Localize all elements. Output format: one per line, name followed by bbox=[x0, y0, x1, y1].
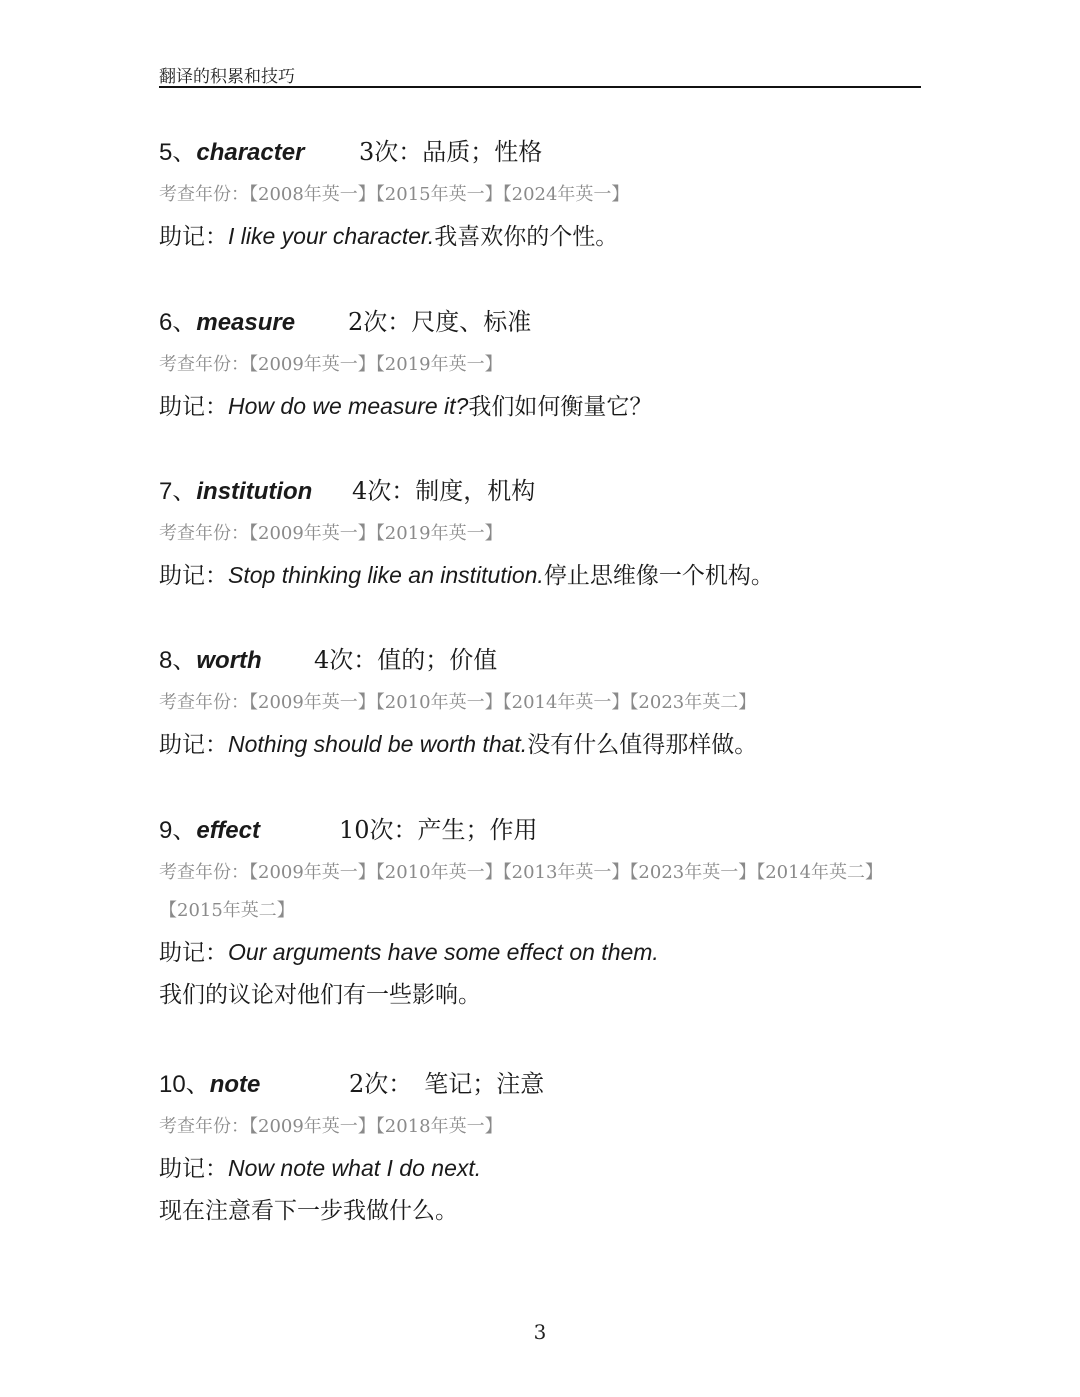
header-divider bbox=[159, 86, 921, 88]
entry-headline bbox=[159, 471, 929, 511]
entry-count-meaning: 2次： 笔记；注意 bbox=[349, 1070, 545, 1098]
entry-headline bbox=[159, 810, 929, 850]
mnemonic-chinese: 我喜欢你的个性。 bbox=[434, 224, 619, 250]
header-title: 翻译的积累和技巧 bbox=[159, 67, 295, 87]
mnemonic-english: Nothing should be worth that. bbox=[228, 731, 528, 757]
mnemonic-chinese: 停止思维像一个机构。 bbox=[543, 563, 774, 589]
entry-mnemonic bbox=[159, 1148, 929, 1189]
mnemonic-chinese: 没有什么值得那样做。 bbox=[527, 732, 758, 758]
mnemonic-translation: 我们的议论对他们有一些影响。 bbox=[159, 982, 481, 1008]
entry-number: 5、 bbox=[159, 139, 197, 166]
entry-count-meaning: 4次：制度，机构 bbox=[352, 477, 536, 505]
vocab-entry-9 bbox=[159, 810, 929, 1015]
mnemonic-label: 助记： bbox=[159, 563, 228, 589]
entry-mnemonic bbox=[159, 724, 929, 765]
entry-mnemonic bbox=[159, 555, 929, 596]
entry-count-meaning: 4次：值的；价值 bbox=[314, 646, 498, 674]
entry-headline bbox=[159, 302, 929, 342]
mnemonic-chinese: 我们如何衡量它？ bbox=[468, 394, 653, 420]
entry-exam-years: 考查年份：【2009年英一】【2010年英一】【2014年英一】【2023年英二】 bbox=[159, 692, 757, 713]
entry-word: institution bbox=[196, 478, 313, 505]
entry-count-meaning: 3次：品质；性格 bbox=[359, 138, 543, 166]
entry-mnemonic bbox=[159, 216, 929, 257]
entry-headline bbox=[159, 1064, 929, 1104]
page-number: 3 bbox=[533, 1320, 547, 1344]
entry-exam-years: 考查年份：【2009年英一】【2019年英一】 bbox=[159, 354, 503, 375]
entry-number: 6、 bbox=[159, 309, 197, 336]
entry-word: note bbox=[209, 1071, 261, 1098]
mnemonic-label: 助记： bbox=[159, 940, 228, 966]
entry-word: effect bbox=[196, 817, 260, 844]
mnemonic-label: 助记： bbox=[159, 224, 228, 250]
entry-word: measure bbox=[196, 309, 296, 336]
mnemonic-label: 助记： bbox=[159, 732, 228, 758]
mnemonic-english: How do we measure it? bbox=[228, 393, 469, 419]
entry-word: character bbox=[196, 139, 305, 166]
entry-count-meaning: 2次：尺度、标准 bbox=[348, 308, 532, 336]
entry-exam-years: 考查年份：【2009年英一】【2018年英一】 bbox=[159, 1116, 503, 1137]
vocab-entry-6 bbox=[159, 302, 929, 427]
entry-mnemonic bbox=[159, 386, 929, 427]
entry-headline bbox=[159, 640, 929, 680]
mnemonic-english: Stop thinking like an institution. bbox=[228, 562, 544, 588]
entry-exam-years: 考查年份：【2009年英一】【2019年英一】 bbox=[159, 523, 503, 544]
entry-exam-years: 考查年份：【2009年英一】【2010年英一】【2013年英一】【2023年英一】【2014年英二】【2015年英二】 bbox=[159, 862, 884, 921]
vocab-entry-8 bbox=[159, 640, 929, 765]
mnemonic-label: 助记： bbox=[159, 1156, 228, 1182]
entry-number: 10、 bbox=[159, 1071, 210, 1098]
vocab-entry-5 bbox=[159, 132, 929, 257]
entry-number: 8、 bbox=[159, 647, 197, 674]
mnemonic-label: 助记： bbox=[159, 394, 228, 420]
entry-number: 9、 bbox=[159, 817, 197, 844]
mnemonic-translation: 现在注意看下一步我做什么。 bbox=[159, 1198, 458, 1224]
entry-exam-years: 考查年份：【2008年英一】【2015年英一】【2024年英一】 bbox=[159, 184, 630, 205]
vocab-entry-10 bbox=[159, 1064, 929, 1231]
entry-mnemonic bbox=[159, 932, 929, 973]
mnemonic-english: Now note what I do next. bbox=[228, 1155, 482, 1181]
entry-number: 7、 bbox=[159, 478, 197, 505]
mnemonic-english: Our arguments have some effect on them. bbox=[228, 939, 659, 965]
entry-headline bbox=[159, 132, 929, 172]
mnemonic-english: I like your character. bbox=[228, 223, 435, 249]
vocab-entry-7 bbox=[159, 471, 929, 596]
entry-word: worth bbox=[196, 647, 262, 674]
entry-count-meaning: 10次：产生；作用 bbox=[339, 816, 538, 844]
